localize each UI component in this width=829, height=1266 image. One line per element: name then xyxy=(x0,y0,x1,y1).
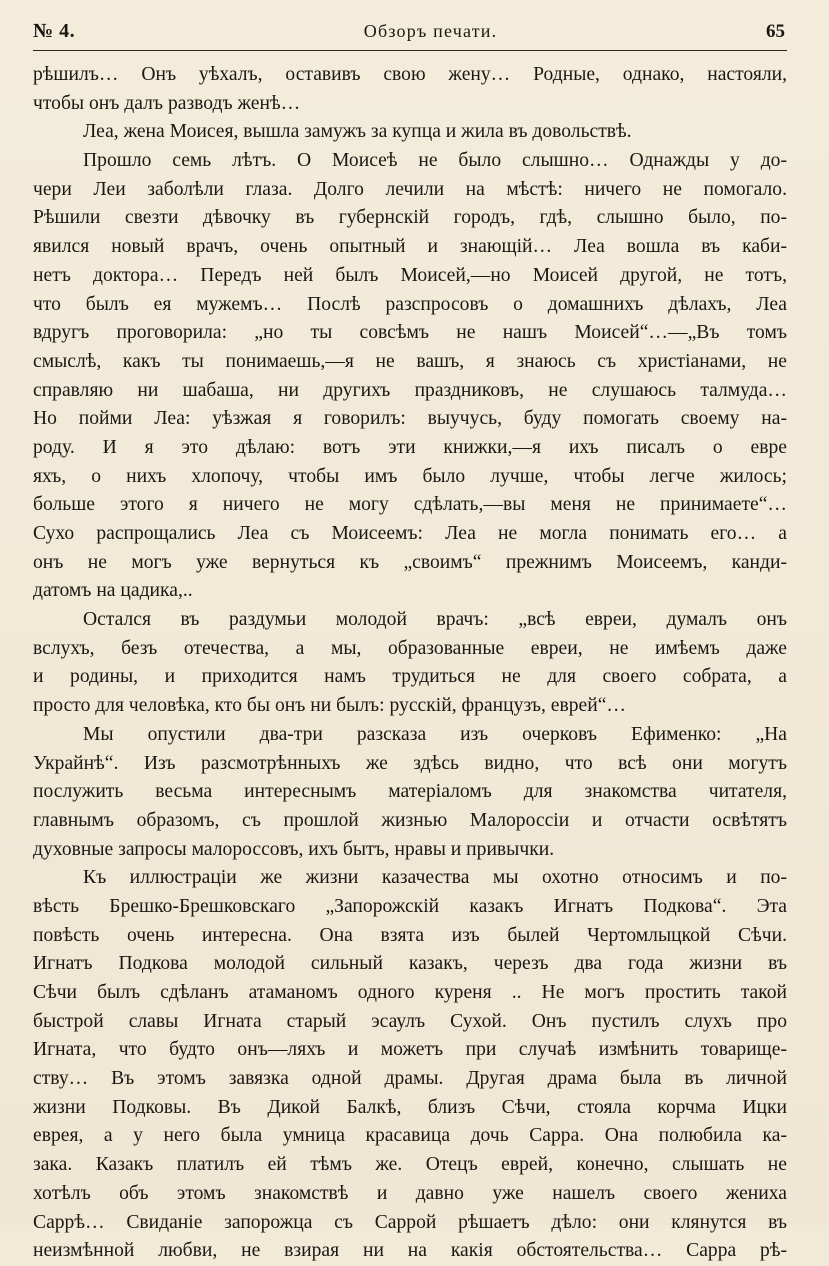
text-line: рѣшилъ… Онъ уѣхалъ, оставивъ свою жену… Родные, однако, настояли, xyxy=(33,64,787,85)
text-line: Мы опустили два-три разсказа изъ очерковъ Ефименко: „На xyxy=(83,723,787,745)
text-line: неизмѣнной любви, не взирая ни на какія обстоятельства… Сарра рѣ- xyxy=(33,1240,787,1262)
text-line: повѣсть очень интересна. Она взята изъ былей Чертомлыцкой Сѣчи. xyxy=(33,924,787,946)
text-line: Рѣшили свезти дѣвочку въ губернскій городъ, гдѣ, слышно было, по- xyxy=(33,207,787,229)
text-line: хотѣлъ объ этомъ знакомствѣ и давно уже нашелъ своего жениха xyxy=(33,1182,787,1204)
text-line: яхъ, о нихъ хлопочу, чтобы имъ было лучше, чтобы легче жилось; xyxy=(33,465,787,487)
running-header xyxy=(33,20,787,51)
page-number: 65 xyxy=(765,21,785,42)
text-line: роду. И я это дѣлаю: вотъ эти книжки,—я ихъ писалъ о евре xyxy=(33,436,787,458)
text-line: чтобы онъ далъ разводъ женѣ… xyxy=(33,92,301,114)
text-line: вслухъ, безъ отечества, а мы, образованные евреи, не имѣемъ даже xyxy=(33,637,787,659)
text-line: Къ иллюстраціи же жизни казачества мы охотно относимъ и по- xyxy=(83,867,787,889)
body-text xyxy=(33,61,787,1266)
text-line: Сухо распрощались Леа съ Моисеемъ: Леа не могла понимать его… а xyxy=(33,523,787,544)
text-line: Остался въ раздумьи молодой врачъ: „всѣ евреи, думалъ онъ xyxy=(83,609,787,631)
text-line: смыслѣ, какъ ты понимаешь,—я не вашъ, я знаюсь съ христіанами, не xyxy=(33,350,787,372)
text-line: жизни Подковы. Въ Дикой Балкѣ, близъ Сѣчи, стояла корчма Ицки xyxy=(33,1096,787,1118)
text-line: Саррѣ… Свиданіе запорожца съ Саррой рѣшаетъ дѣло: они клянутся въ xyxy=(33,1211,787,1233)
text-line: Игната, что будто онъ—ляхъ и можетъ при случаѣ измѣнить товарище- xyxy=(33,1039,787,1061)
text-line: зака. Казакъ платилъ ей тѣмъ же. Отецъ еврей, конечно, слышать не xyxy=(33,1154,787,1176)
text-line: Игнатъ Подкова молодой сильный казакъ, черезъ два года жизни въ xyxy=(33,953,787,975)
text-line: Леа, жена Моисея, вышла замужъ за купца и жила въ довольствѣ. xyxy=(83,121,632,143)
text-line: просто для человѣка, кто бы онъ ни былъ: русскій, французъ, еврей“… xyxy=(33,695,626,717)
text-line: нетъ доктора… Передъ ней былъ Моисей,—но Моисей другой, не тотъ, xyxy=(33,264,787,286)
text-line: Сѣчи былъ сдѣланъ атаманомъ одного куреня .. Не могъ простить такой xyxy=(33,982,787,1003)
text-line: главнымъ образомъ, съ прошлой жизнью Малороссіи и отчасти освѣтятъ xyxy=(33,809,787,831)
text-line: вдругъ проговорила: „но ты совсѣмъ не нашъ Моисей“…—„Въ томъ xyxy=(33,322,787,344)
text-line: больше этого я ничего не могу сдѣлать,—вы меня не принимаете“… xyxy=(33,494,787,516)
text-line: справляю ни шабаша, ни другихъ праздниковъ, не слушаюсь талмуда… xyxy=(33,379,787,401)
text-line: вѣсть Брешко-Брешковскаго „Запорожскій казакъ Игнатъ Подкова“. Эта xyxy=(33,895,787,917)
text-line: и родины, и приходится намъ трудиться не для своего собрата, а xyxy=(33,666,787,688)
text-line: послужить весьма интереснымъ матеріаломъ для знакомства читателя, xyxy=(33,781,787,803)
issue-number: № 4. xyxy=(33,20,76,42)
text-line: Прошло семь лѣтъ. О Моисеѣ не было слышно… Однажды у до- xyxy=(83,150,787,172)
text-line: явился новый врачъ, очень опытный и знающій… Леа вошла въ каби- xyxy=(33,236,787,258)
text-line: еврея, а у него была умница красавица дочь Сарра. Она полюбила ка- xyxy=(33,1125,787,1147)
text-line: что былъ ея мужемъ… Послѣ разспросовъ о домашнихъ дѣлахъ, Леа xyxy=(33,293,787,315)
text-line: духовные запросы малороссовъ, ихъ бытъ, нравы и привычки. xyxy=(33,838,555,860)
text-line: ству… Въ этомъ завязка одной драмы. Другая драма была въ личной xyxy=(33,1068,787,1090)
text-line: чери Леи заболѣли глаза. Долго лечили на мѣстѣ: ничего не помогало. xyxy=(33,178,787,200)
text-line: Но пойми Леа: уѣзжая я говорилъ: выучусь, буду помогать своему на- xyxy=(33,408,787,430)
text-line: Украйнѣ“. Изъ разсмотрѣнныхъ же здѣсь видно, что всѣ они могутъ xyxy=(33,752,787,774)
text-line: быстрой славы Игната старый эсаулъ Сухой. Онъ пустилъ слухъ про xyxy=(33,1010,787,1032)
text-line: онъ не могъ уже вернуться къ „своимъ“ прежнимъ Моисеемъ, канди- xyxy=(33,551,787,573)
text-line: датомъ на цадика,.. xyxy=(33,580,193,602)
running-title: Обзоръ печати. xyxy=(363,21,498,41)
